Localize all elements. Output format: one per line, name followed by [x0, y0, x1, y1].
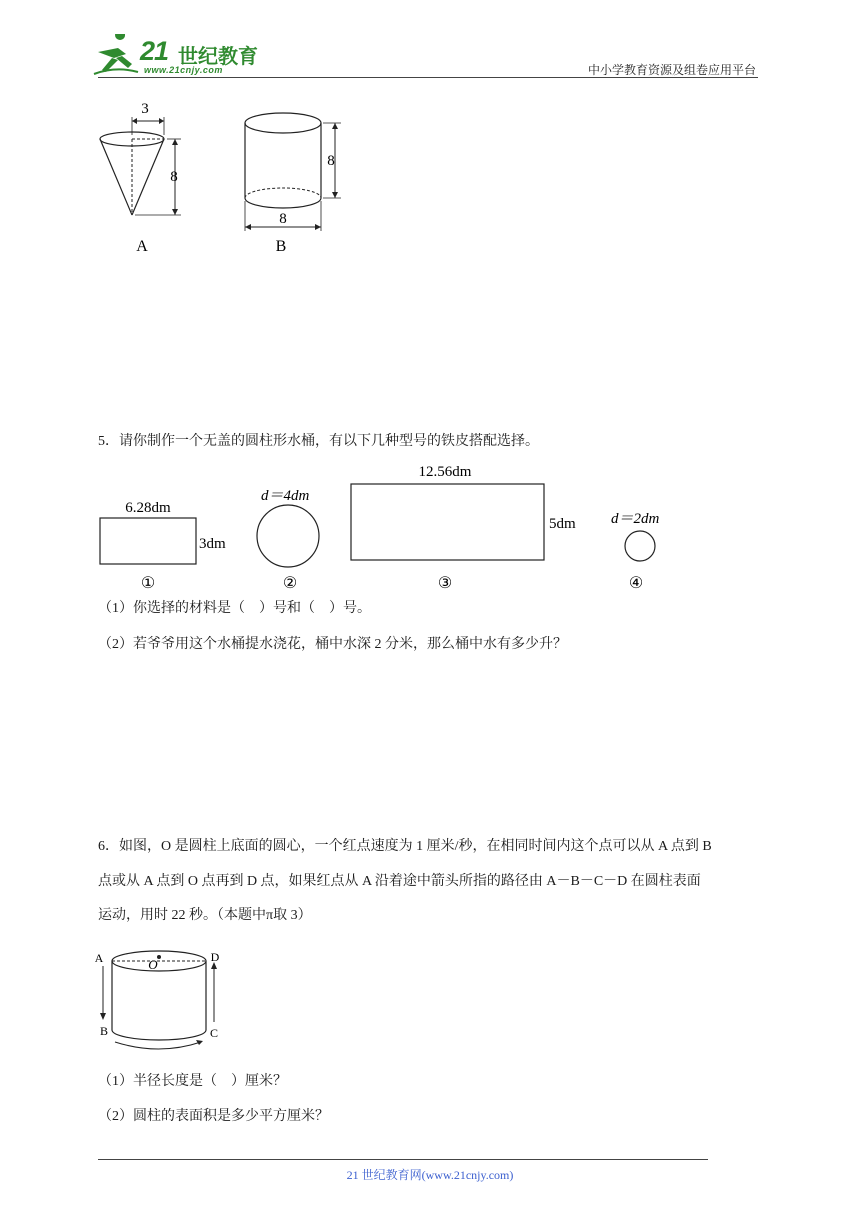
material-3-height: 5dm	[549, 516, 576, 532]
site-logo	[92, 34, 262, 80]
cylinder-diameter-label: 8	[279, 211, 287, 227]
q6-cylinder-figure	[95, 940, 235, 1060]
material-2-circle	[257, 505, 319, 567]
q5-materials-figure	[95, 460, 695, 600]
point-A-label: A	[95, 951, 104, 965]
point-C-label: C	[209, 1026, 219, 1040]
q6-line3: 运动，用时 22 秒。（本题中π取 3）	[98, 908, 312, 923]
header-platform-text: 中小学教育资源及组卷应用平台	[587, 63, 756, 77]
footer-link[interactable]: 21 世纪教育网(www.21cnjy.com)	[346, 1168, 514, 1182]
q6-sub2: （2）圆柱的表面积是多少平方厘米？	[98, 1109, 329, 1124]
point-B-label: B	[99, 1024, 109, 1038]
q6-sub1: （1）半径长度是（ ）厘米？	[98, 1074, 287, 1089]
logo-url: www.21cnjy.com	[144, 65, 223, 75]
material-3-number: ③	[437, 575, 453, 592]
material-1-number: ①	[140, 575, 156, 592]
cone-shape	[100, 117, 181, 215]
material-4-number: ④	[628, 575, 644, 592]
header-divider	[98, 77, 758, 78]
q5-sub2: （2）若爷爷用这个水桶提水浇花，桶中水深 2 分米，那么桶中水有多少升？	[98, 637, 567, 652]
material-3-width: 12.56dm	[418, 464, 472, 480]
material-2-diameter: d＝4dm	[261, 488, 310, 504]
material-1-rect	[100, 518, 196, 564]
point-D-label: D	[210, 950, 220, 964]
logo-number: 21	[140, 36, 169, 66]
cone-radius-label: 3	[141, 101, 149, 117]
q6-line2: 点或从 A 点到 O 点再到 D 点，如果红点从 A 沿着途中箭头所指的路径由 A－B－C－D 在圆柱表面	[98, 874, 701, 889]
material-2-number: ②	[282, 575, 298, 592]
logo-text: 世纪教育	[178, 44, 258, 68]
cone-label-A: A	[136, 238, 148, 255]
cone-height-label: 8	[170, 169, 178, 185]
point-O-label: O	[148, 957, 158, 972]
footer-divider	[98, 1159, 708, 1160]
runner-logo-icon	[92, 34, 140, 78]
q5-sub1: （1）你选择的材料是（ ）号和（ ）号。	[98, 601, 371, 616]
material-3-rect	[351, 484, 544, 560]
q5-text: 5．请你制作一个无盖的圆柱形水桶，有以下几种型号的铁皮搭配选择。	[98, 434, 539, 449]
material-4-diameter: d＝2dm	[611, 511, 660, 527]
material-1-width: 6.28dm	[125, 500, 171, 516]
cone-cylinder-figure	[95, 95, 355, 260]
cylinder-shape	[245, 113, 341, 231]
material-1-height: 3dm	[199, 536, 226, 552]
q6-line1: 6．如图，O 是圆柱上底面的圆心，一个红点速度为 1 厘米/秒，在相同时间内这个点可以从 A 点到 B	[98, 839, 712, 854]
material-4-circle	[625, 531, 655, 561]
cylinder-height-label: 8	[327, 153, 335, 169]
cylinder-label-B: B	[275, 238, 287, 255]
